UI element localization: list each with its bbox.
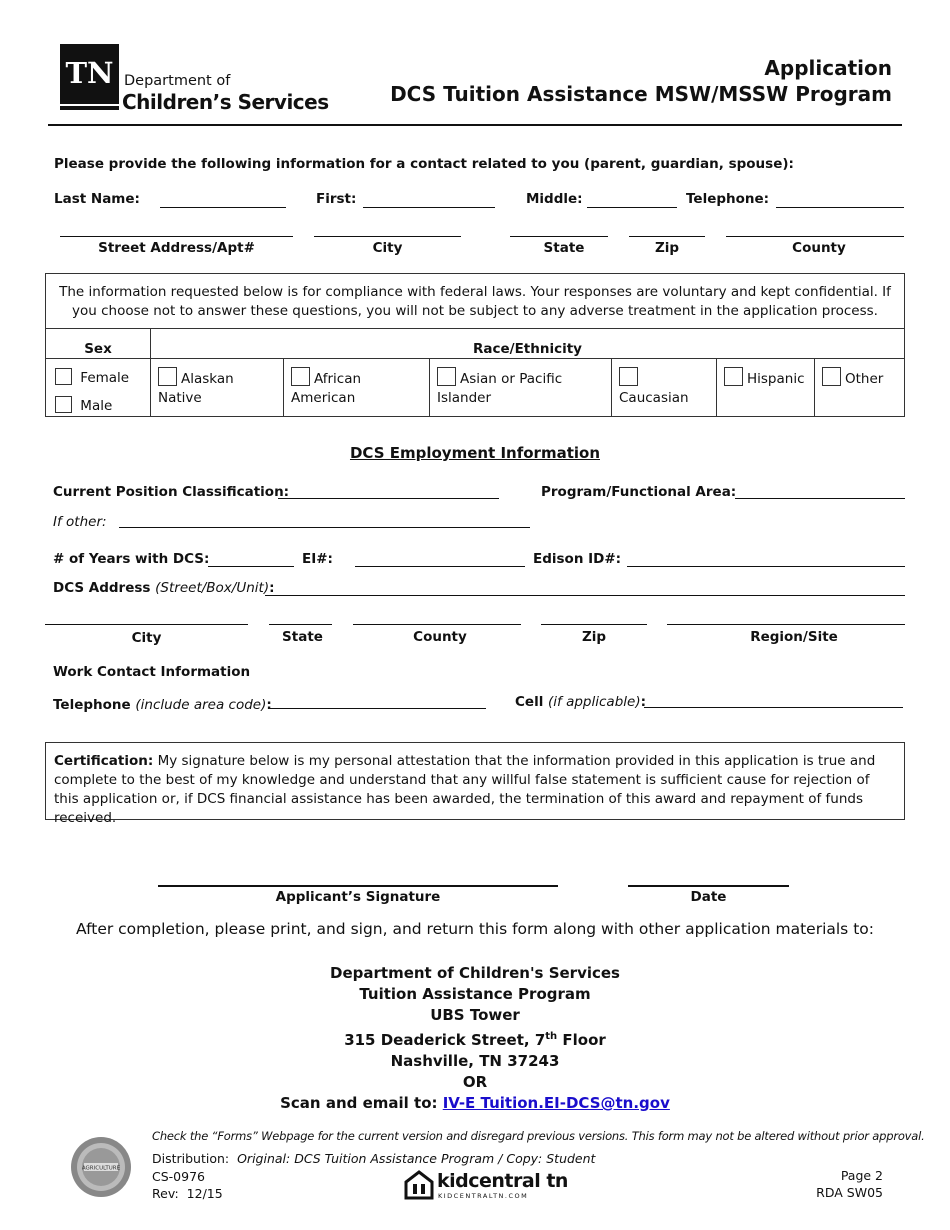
cell-note: (if applicable) xyxy=(548,694,641,710)
race-option-african[interactable] xyxy=(284,359,430,417)
dcs-address-field[interactable] xyxy=(265,595,905,596)
other-label: Other xyxy=(845,371,884,387)
return-line1: Department of Children's Services xyxy=(330,964,620,982)
race-option-asian[interactable] xyxy=(430,359,612,417)
years-field[interactable] xyxy=(208,566,294,567)
title-line2: DCS Tuition Assistance MSW/MSSW Program xyxy=(390,82,892,106)
other-checkbox[interactable] xyxy=(822,367,841,386)
ei-label: EI#: xyxy=(302,551,333,567)
email-link[interactable]: IV-E Tuition.EI-DCS@tn.gov xyxy=(442,1094,670,1112)
distribution-text: Original: DCS Tuition Assistance Program / Copy: Student xyxy=(237,1151,596,1166)
sex-male-option[interactable] xyxy=(55,396,141,416)
zip-field[interactable] xyxy=(629,236,705,237)
return-instruction: After completion, please print, and sign, and return this form along with other application materials to: xyxy=(76,920,874,938)
edison-label: Edison ID#: xyxy=(533,551,622,567)
sex-header: Sex xyxy=(46,329,151,359)
county-caption: County xyxy=(792,240,846,256)
program-area-label: Program/Functional Area: xyxy=(541,484,737,500)
emp-city-field[interactable] xyxy=(45,624,248,625)
cell-field[interactable] xyxy=(644,707,903,708)
female-label: Female xyxy=(80,370,130,386)
asian-label: Asian or Pacific Islander xyxy=(437,371,563,406)
telephone-label: Telephone: xyxy=(686,191,770,207)
position-label: Current Position Classification: xyxy=(53,484,290,500)
contact-intro: Please provide the following information for a contact related to you (parent, guardian, spouse): xyxy=(54,156,794,172)
logo-tn-text: TN xyxy=(65,56,114,90)
date-field[interactable] xyxy=(628,885,789,887)
compliance-notice-text: The information requested below is for compliance with federal laws. Your responses are voluntary and kept confidential. If you choose not to answer these questions, you will not be subject to any adverse treatment in the application process. xyxy=(59,284,891,319)
demographics-table xyxy=(45,328,905,417)
emp-city-caption: City xyxy=(131,630,162,646)
distribution-label: Distribution: xyxy=(152,1151,230,1166)
return-line3: UBS Tower xyxy=(430,1006,520,1024)
kidcentral-logo xyxy=(404,1170,568,1202)
footer-notice: Check the “Forms” Webpage for the current version and disregard previous versions. This form may not be altered without prior approval. xyxy=(152,1129,925,1143)
compliance-notice xyxy=(45,273,905,329)
years-label: # of Years with DCS: xyxy=(53,551,210,567)
return-line4-post: Floor xyxy=(557,1031,606,1049)
emp-region-caption: Region/Site xyxy=(750,629,838,645)
kidcentral-url: KIDCENTRALTN.COM xyxy=(438,1192,529,1200)
ei-field[interactable] xyxy=(355,566,525,567)
caucasian-checkbox[interactable] xyxy=(619,367,638,386)
work-contact-heading: Work Contact Information xyxy=(53,664,251,680)
work-telephone-note: (include area code) xyxy=(135,697,267,713)
form-number: CS-0976 xyxy=(152,1169,205,1184)
edison-field[interactable] xyxy=(627,566,905,567)
return-line6: OR xyxy=(462,1073,488,1091)
return-line4-sup: th xyxy=(545,1031,558,1042)
emp-zip-field[interactable] xyxy=(541,624,647,625)
return-line5: Nashville, TN 37243 xyxy=(390,1052,560,1070)
work-telephone-text: Telephone xyxy=(53,697,131,713)
emp-state-caption: State xyxy=(282,629,323,645)
sex-female-option[interactable] xyxy=(55,368,141,388)
emp-state-field[interactable] xyxy=(269,624,332,625)
last-name-label: Last Name: xyxy=(54,191,140,207)
if-other-field[interactable] xyxy=(119,527,530,528)
footer-distribution xyxy=(152,1151,595,1166)
return-email-line xyxy=(0,1093,950,1114)
certification-box xyxy=(45,742,905,826)
seal-text: AGRICULTURE xyxy=(81,1165,121,1172)
caucasian-label: Caucasian xyxy=(619,390,689,406)
last-name-field[interactable] xyxy=(160,207,286,208)
logo-underline xyxy=(60,106,119,110)
sex-options xyxy=(46,359,151,417)
position-field[interactable] xyxy=(278,498,499,499)
alaskan-checkbox[interactable] xyxy=(158,367,177,386)
work-telephone-field[interactable] xyxy=(269,708,486,709)
male-checkbox[interactable] xyxy=(55,396,72,413)
kidcentral-house-icon xyxy=(404,1170,434,1200)
kidcentral-text: kidcentral tn xyxy=(437,1170,568,1192)
emp-county-caption: County xyxy=(413,629,467,645)
return-address xyxy=(0,963,950,1114)
tn-logo-box xyxy=(60,44,119,104)
emp-region-field[interactable] xyxy=(667,624,905,625)
city-caption: City xyxy=(372,240,403,256)
logo-cs-text: Children’s Services xyxy=(122,90,329,114)
return-line4-pre: 315 Deaderick Street, 7 xyxy=(344,1031,546,1049)
middle-name-label: Middle: xyxy=(526,191,583,207)
certification-label: Certification: xyxy=(54,753,154,769)
dcs-address-text: DCS Address xyxy=(53,580,151,596)
state-seal-icon xyxy=(70,1136,132,1198)
telephone-field[interactable] xyxy=(776,207,904,208)
alaskan-label: Alaskan Native xyxy=(158,371,234,406)
female-checkbox[interactable] xyxy=(55,368,72,385)
certification-text: My signature below is my personal attestation that the information provided in this application is true and complete to the best of my knowledge and understand that any willful false statement is sufficient cause for rejection of this application or, if DCS financial assistance has been awarded, the termination of this award and repayment of funds received. xyxy=(54,753,876,826)
work-telephone-colon: : xyxy=(266,697,272,713)
hispanic-label: Hispanic xyxy=(747,371,805,387)
dcs-address-colon: : xyxy=(269,580,275,596)
first-name-field[interactable] xyxy=(363,207,495,208)
state-field[interactable] xyxy=(510,236,608,237)
middle-name-field[interactable] xyxy=(587,207,677,208)
city-field[interactable] xyxy=(314,236,461,237)
form-rev: Rev: 12/15 xyxy=(152,1186,223,1201)
state-caption: State xyxy=(543,240,585,256)
street-field[interactable] xyxy=(60,236,293,237)
emp-county-field[interactable] xyxy=(353,624,521,625)
applicant-signature-caption: Applicant’s Signature xyxy=(275,889,441,905)
dcs-address-label xyxy=(53,580,275,596)
male-label: Male xyxy=(80,398,113,414)
return-line2: Tuition Assistance Program xyxy=(359,985,591,1003)
if-other-label: If other: xyxy=(53,514,107,530)
race-option-caucasian[interactable] xyxy=(612,359,717,417)
county-field[interactable] xyxy=(726,236,904,237)
work-telephone-label xyxy=(53,697,272,713)
employment-heading: DCS Employment Information xyxy=(349,444,600,462)
race-option-hispanic[interactable] xyxy=(717,359,815,417)
race-option-other[interactable] xyxy=(815,359,905,417)
cell-text: Cell xyxy=(515,694,544,710)
rda-code: RDA SW05 xyxy=(816,1185,883,1200)
logo-dept-text: Department of xyxy=(124,73,231,89)
cell-colon: : xyxy=(640,694,646,710)
race-header: Race/Ethnicity xyxy=(151,329,905,359)
program-area-field[interactable] xyxy=(735,498,905,499)
zip-caption: Zip xyxy=(654,240,680,256)
applicant-signature-field[interactable] xyxy=(158,885,558,887)
header-divider xyxy=(48,124,902,126)
return-line4 xyxy=(0,1026,950,1051)
cell-label xyxy=(515,694,646,710)
hispanic-checkbox[interactable] xyxy=(724,367,743,386)
african-label: African American xyxy=(291,371,362,406)
race-option-alaskan[interactable] xyxy=(151,359,284,417)
dcs-logo xyxy=(60,44,330,114)
email-label: Scan and email to: xyxy=(280,1094,443,1112)
title-line1: Application xyxy=(764,56,892,80)
first-name-label: First: xyxy=(316,191,357,207)
african-checkbox[interactable] xyxy=(291,367,310,386)
street-caption: Street Address/Apt# xyxy=(98,240,255,256)
dcs-address-note: (Street/Box/Unit) xyxy=(155,580,270,596)
date-caption: Date xyxy=(690,889,727,905)
page-title xyxy=(390,56,892,106)
page-number: Page 2 xyxy=(840,1168,883,1183)
emp-zip-caption: Zip xyxy=(581,629,607,645)
asian-checkbox[interactable] xyxy=(437,367,456,386)
